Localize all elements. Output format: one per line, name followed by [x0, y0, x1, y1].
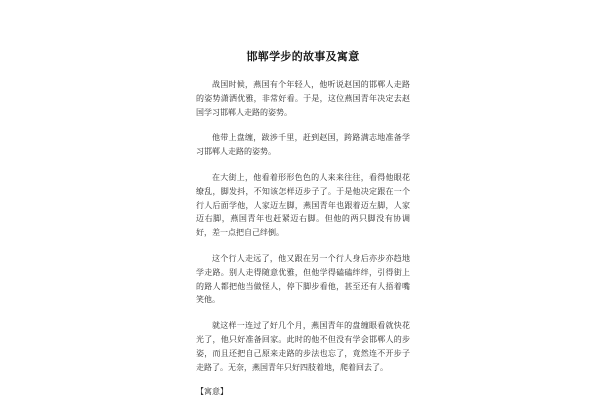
paragraph-1: 战国时候，燕国有个年轻人，他听说赵国的邯郸人走路的姿势潇洒优雅，非常好看。于是，这位燕国青年决定去赵国学习邯郸人走路的姿势。 [196, 80, 410, 117]
paragraph-5: 就这样一连过了好几个月，燕国青年的盘缠眼看就快花光了，他只好准备回家。此时的他不但没有学会邯郸人的步姿，而且还把自己原来走路的步法也忘了，竟然连不开步子走路了。无奈，燕国青年只好四肢着地，爬着回去了。 [196, 321, 410, 372]
paragraph-2: 他带上盘缠，跋涉千里，赶到赵国，跨路满志地准备学习邯郸人走路的姿势。 [196, 133, 410, 157]
paragraph-3: 在大街上，他看着形形色色的人来来往往，看得他眼花缭乱，脚发抖，不知该怎样迈步子了。于是他决定跟在一个行人后面学他，人家迈左脚，燕国青年也跟着迈左脚，人家迈右脚，燕国青年也赶紧迈右脚。但他的两只脚没有协调好，差一点把自己绊倒。 [196, 172, 410, 238]
document-title: 邯郸学步的故事及寓意 [246, 50, 360, 63]
paragraph-4: 这个行人走远了，他又跟在另一个行人身后亦步亦趋地学走路。别人走得随意优雅，但他学得磕磕绊绊，引得街上的路人都把他当做怪人，停下脚步看他，甚至还有人捂着嘴笑他。 [196, 253, 410, 305]
document [196, 48, 410, 398]
meaning-label: 【寓意】 [196, 387, 228, 397]
